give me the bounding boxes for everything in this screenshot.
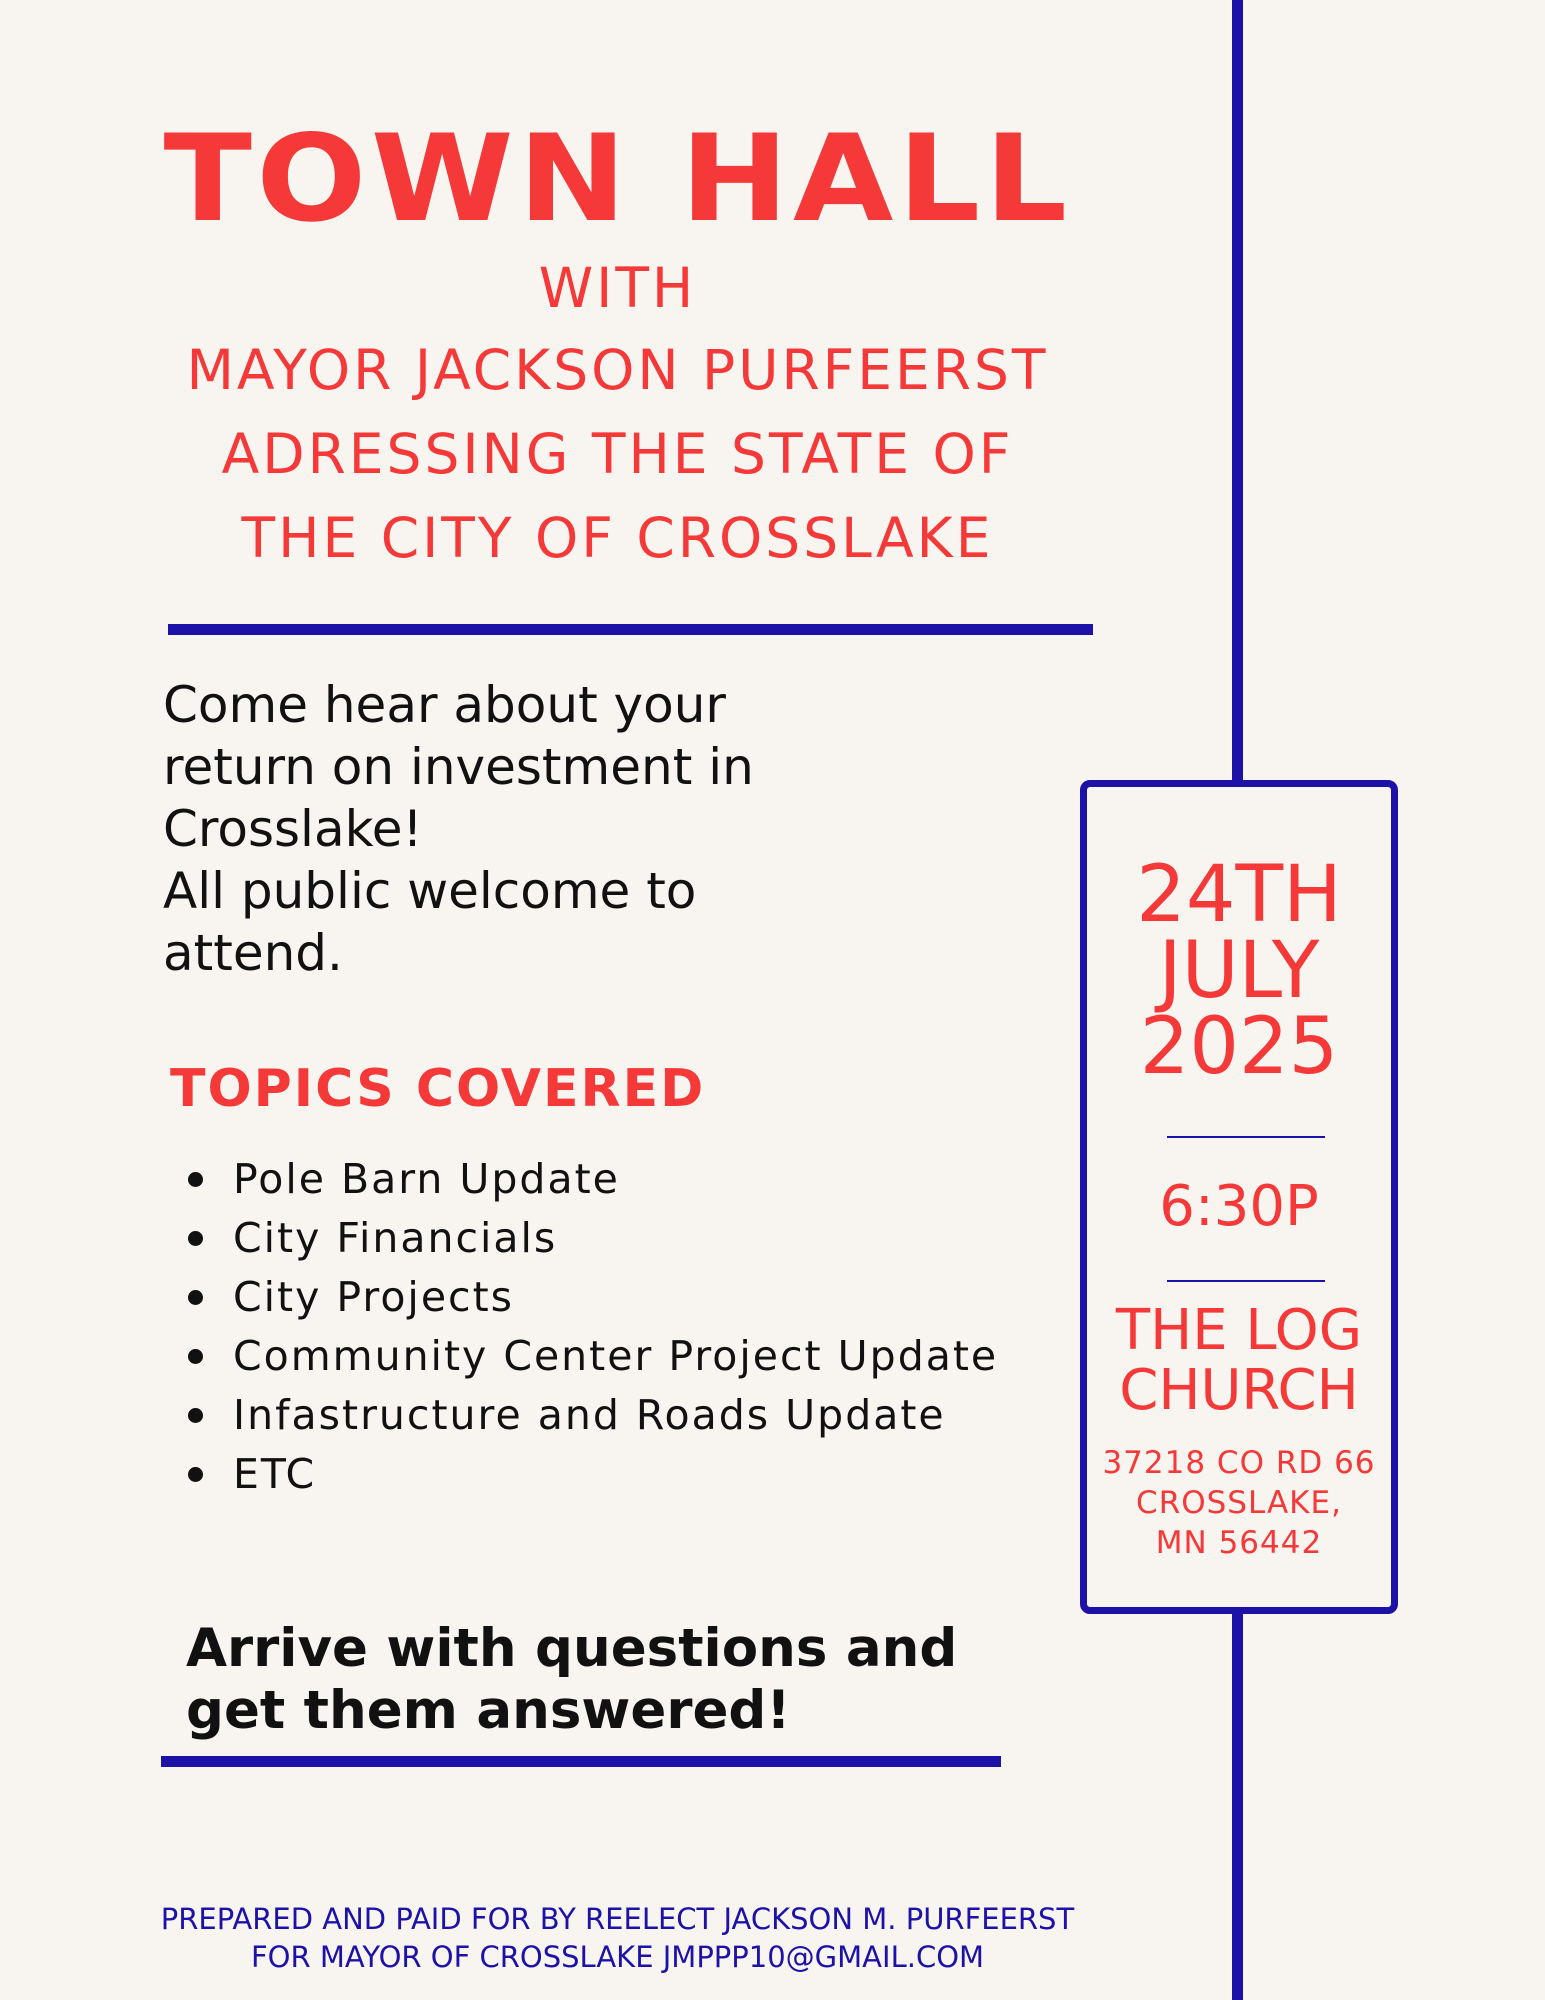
topic-label: ETC <box>233 1450 317 1498</box>
event-time: 6:30P <box>1159 1174 1319 1239</box>
subtitle-city: THE CITY OF CROSSLAKE <box>241 506 994 570</box>
topic-label: Pole Barn Update <box>233 1155 620 1203</box>
list-item <box>188 1150 998 1209</box>
intro-line: return on investment in <box>163 738 754 796</box>
header-divider <box>168 624 1093 635</box>
intro-line: Crosslake! <box>163 800 423 858</box>
footer-line: PREPARED AND PAID FOR BY REELECT JACKSON M. PURFEERST <box>160 1902 1075 1936</box>
topic-label: Infastructure and Roads Update <box>233 1391 946 1439</box>
intro-text <box>163 674 883 984</box>
list-item <box>188 1268 998 1327</box>
address-line: MN 56442 <box>1155 1525 1323 1561</box>
topic-label: City Financials <box>233 1214 558 1262</box>
time-divider <box>1167 1280 1325 1282</box>
date-year: 2025 <box>1139 1002 1339 1092</box>
subtitle-mayor: MAYOR JACKSON PURFEERST <box>186 338 1049 402</box>
call-to-action <box>186 1618 957 1742</box>
disclaimer-footer <box>0 1900 1235 1976</box>
intro-line: Come hear about your <box>163 676 726 734</box>
bullet-icon <box>188 1467 203 1482</box>
bullet-icon <box>188 1290 203 1305</box>
address-line: CROSSLAKE, <box>1136 1485 1342 1521</box>
topic-label: Community Center Project Update <box>233 1332 999 1380</box>
cta-line: get them answered! <box>186 1680 791 1741</box>
subtitle-with: WITH <box>538 256 697 320</box>
event-venue <box>1087 1298 1391 1423</box>
intro-line: attend. <box>163 924 343 982</box>
bullet-icon <box>188 1231 203 1246</box>
footer-line: FOR MAYOR OF CROSSLAKE JMPPP10@GMAIL.COM <box>250 1940 985 1974</box>
venue-line: CHURCH <box>1119 1358 1359 1423</box>
list-item <box>188 1386 998 1445</box>
bullet-icon <box>188 1408 203 1423</box>
event-details-box <box>1080 780 1398 1614</box>
list-item <box>188 1445 998 1504</box>
date-month: JULY <box>1158 926 1320 1016</box>
topics-heading: TOPICS COVERED <box>170 1059 706 1119</box>
address-line: 37218 CO RD 66 <box>1102 1445 1376 1481</box>
cta-underline <box>161 1756 1001 1767</box>
topic-label: City Projects <box>233 1273 515 1321</box>
venue-line: THE LOG <box>1115 1298 1363 1363</box>
intro-line: All public welcome to <box>163 862 697 920</box>
list-item <box>188 1209 998 1268</box>
event-address <box>1087 1443 1391 1563</box>
bullet-icon <box>188 1349 203 1364</box>
subtitle-addressing: ADRESSING THE STATE OF <box>221 422 1014 486</box>
date-day: 24TH <box>1136 850 1342 940</box>
list-item <box>188 1327 998 1386</box>
flyer-title: TOWN HALL <box>163 110 1072 249</box>
topics-list <box>188 1150 998 1504</box>
cta-line: Arrive with questions and <box>186 1618 958 1679</box>
bullet-icon <box>188 1172 203 1187</box>
event-date <box>1087 850 1391 1092</box>
date-divider <box>1167 1136 1325 1138</box>
